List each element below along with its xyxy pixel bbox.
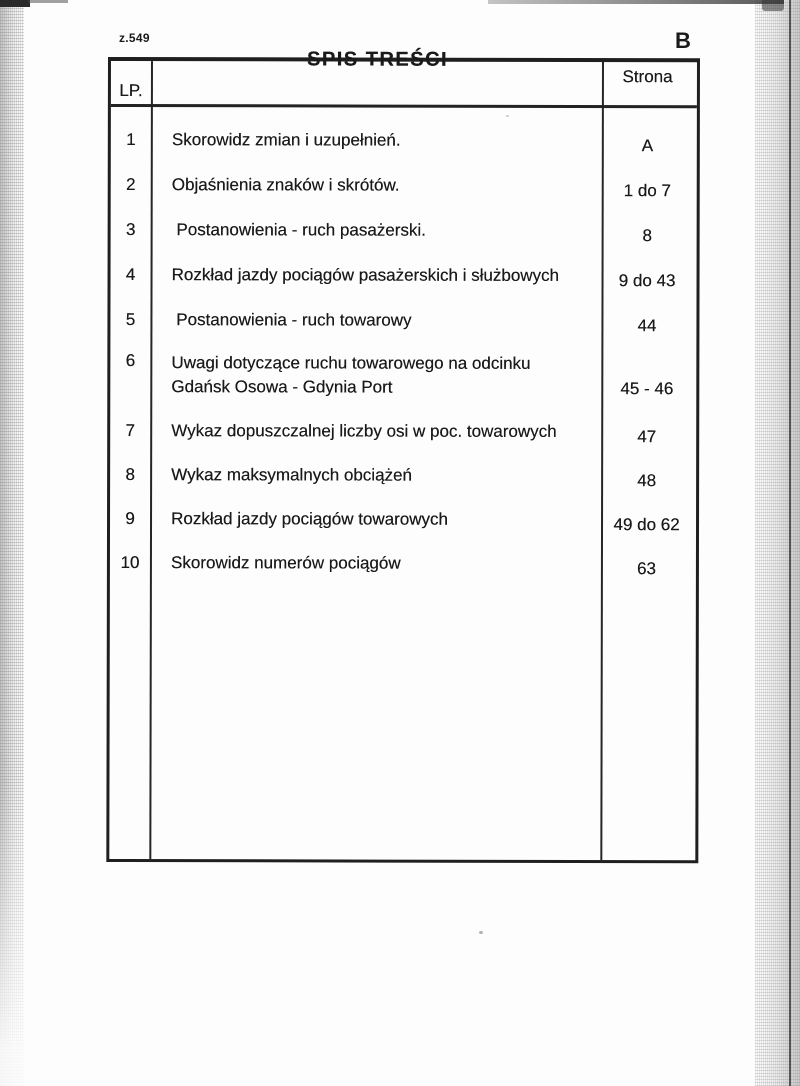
toc-row: [110, 541, 690, 586]
toc-item-page: 9 do 43: [618, 270, 676, 290]
toc-item-number: 6: [125, 351, 136, 371]
scan-edge-left: [0, 0, 24, 1086]
toc-item-page: 44: [637, 315, 657, 335]
scan-blob-top-right: [762, 0, 784, 11]
toc-item-number: 5: [125, 309, 136, 329]
scan-mark-top-left-tail: [28, 0, 68, 3]
toc-item-page: 63: [636, 559, 656, 579]
toc-item-title: Objaśnienia znaków i skrótów.: [171, 174, 400, 195]
toc-item-number: 3: [125, 219, 136, 239]
toc-row: [110, 409, 690, 454]
document-code: z.549: [119, 31, 150, 45]
scan-speck: [479, 931, 483, 934]
scan-edge-right-line: [789, 0, 791, 1086]
toc-item-page: 8: [642, 225, 652, 245]
toc-item-title: Wykaz maksymalnych obciążeń: [171, 465, 412, 485]
toc-item-title: Skorowidz numerów pociągów: [170, 553, 401, 573]
toc-table: [106, 48, 700, 863]
toc-item-number: 9: [125, 509, 135, 529]
toc-item-title: Skorowidz zmian i uzupełnień.: [171, 129, 401, 150]
toc-row: [111, 162, 691, 208]
toc-row: [110, 342, 690, 410]
toc-row: [111, 207, 691, 253]
toc-item-number: 4: [125, 264, 136, 284]
scan-mark-top-left: [0, 0, 30, 7]
toc-row: [110, 453, 690, 498]
toc-item-title: Postanowienia - ruch pasażerski.: [171, 219, 426, 240]
toc-item-page: 49 do 62: [613, 515, 680, 535]
toc-item-title: Rozkład jazdy pociągów towarowych: [171, 509, 448, 529]
toc-header-title: SPIS TREŚCI: [306, 48, 449, 71]
toc-item-page: 48: [637, 471, 657, 491]
toc-item-title: Uwagi dotyczące ruchu towarowego na odcinku Gdańsk Osowa - Gdynia Port: [171, 353, 531, 397]
toc-item-number: 2: [125, 174, 136, 194]
toc-row: [110, 497, 690, 542]
toc-item-number: 1: [126, 129, 136, 149]
toc-header-lp: LP.: [119, 81, 143, 101]
page-letter: B: [675, 28, 691, 53]
toc-item-title: Wykaz dopuszczalnej liczby osi w poc. towarowych: [171, 421, 557, 441]
toc-item-title: Rozkład jazdy pociągów pasażerskich i służbowych: [171, 264, 559, 285]
toc-item-page: 47: [637, 427, 657, 447]
toc-item-page: 45 - 46: [620, 379, 674, 399]
toc-row: [110, 297, 690, 343]
toc-row: [110, 252, 690, 298]
toc-item-number: 10: [120, 553, 140, 573]
toc-header-page: Strona: [622, 67, 673, 87]
toc-rows: [110, 107, 691, 586]
toc-item-page: A: [641, 135, 654, 155]
toc-item-number: 7: [125, 421, 135, 441]
scan-band-top-right: [488, 0, 784, 4]
toc-item-page: 1 do 7: [623, 180, 671, 200]
toc-row: [111, 117, 691, 163]
toc-item-title: Postanowienia - ruch towarowy: [171, 309, 412, 330]
toc-item-number: 8: [125, 465, 135, 485]
scan-edge-right: [755, 0, 800, 1086]
